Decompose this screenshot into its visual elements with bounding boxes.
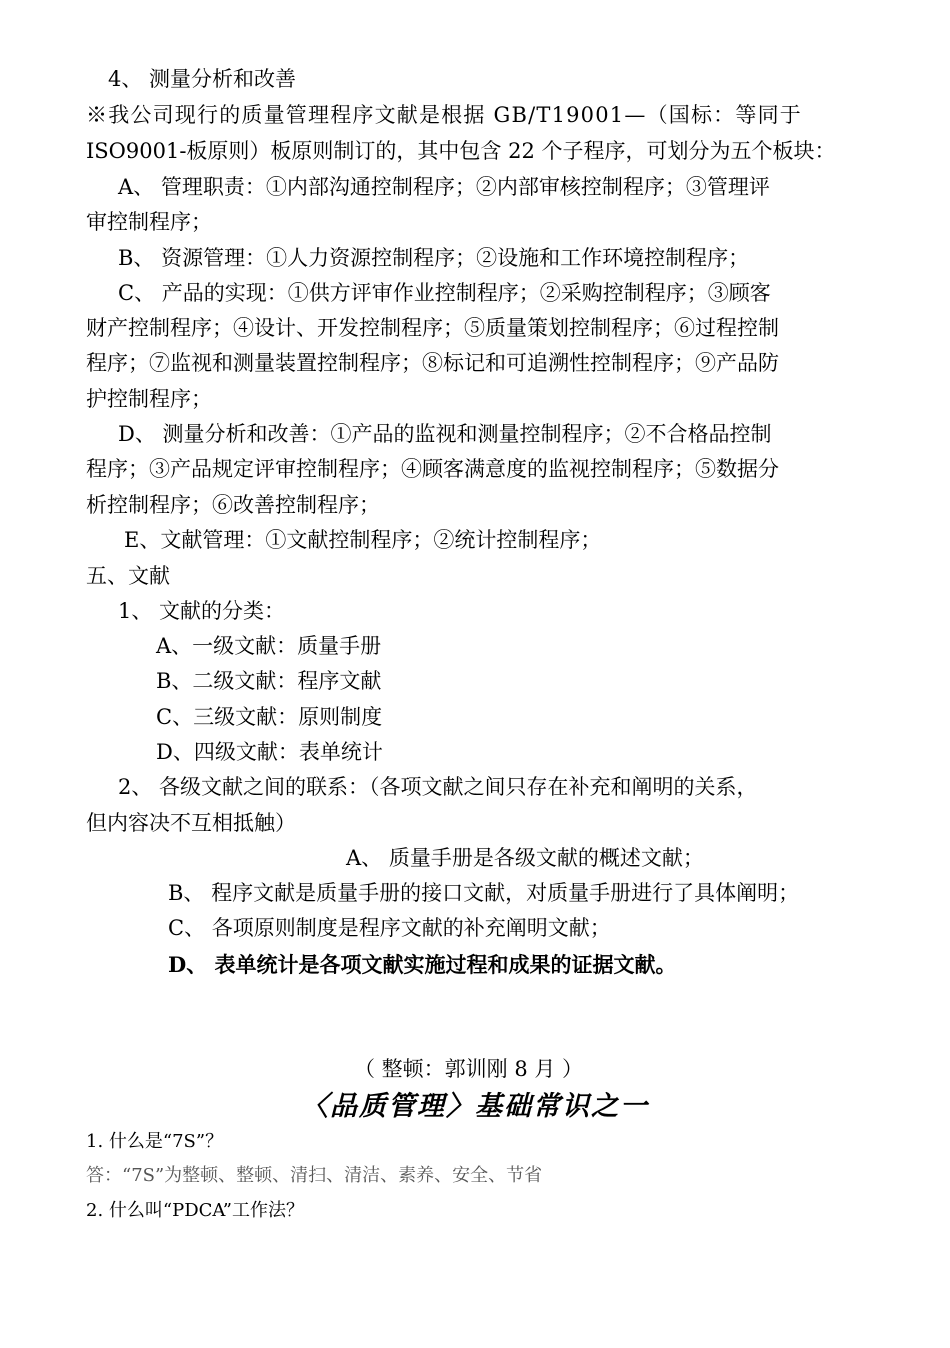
list-item-c: C、 产品的实现：①供方评审作业控制程序；②采购控制程序；③顾客 [118,281,771,305]
paragraph-line: 护控制程序； [86,387,212,411]
list-item: B、 程序文献是质量手册的接口文献，对质量手册进行了具体阐明； [168,881,800,905]
list-item-a: A、 管理职责：①内部沟通控制程序；②内部审核控制程序；③管理评 [118,175,770,199]
editor-credit: （ 整顿：郭训刚 8 月 ） [354,1057,584,1081]
list-item: B、二级文献：程序文献 [156,669,382,693]
paragraph-line: 财产控制程序；④设计、开发控制程序；⑤质量策划控制程序；⑥过程控制 [86,316,779,340]
page-title: 〈品质管理〉基础常识之一 [301,1091,649,1122]
paragraph-line: ※我公司现行的质量管理程序文献是根据 GB/T19001—（国标：等同于 [86,103,802,127]
list-item: C、 各项原则制度是程序文献的补充阐明文献； [168,916,611,940]
list-item: A、 质量手册是各级文献的概述文献； [346,846,704,870]
question-2: 2. 什么叫“PDCA”工作法？ [86,1200,304,1221]
question-1: 1. 什么是“7S”？ [86,1131,224,1152]
subsection-heading: 1、 文献的分类： [118,599,286,623]
subsection-heading: 2、 各级文献之间的联系：（各项文献之间只存在补充和阐明的关系， [118,775,758,799]
paragraph-line: 但内容决不互相抵触） [86,811,296,835]
section-heading-documents: 五、文献 [86,564,170,588]
list-item-b: B、 资源管理：①人力资源控制程序；②设施和工作环境控制程序； [118,246,750,270]
list-item: D、四级文献：表单统计 [156,740,383,764]
list-item: C、三级文献：原则制度 [156,705,383,729]
list-item-e: E、文献管理：①文献控制程序；②统计控制程序； [124,528,602,552]
list-item-d: D、 测量分析和改善：①产品的监视和测量控制程序；②不合格品控制 [118,422,772,446]
paragraph-line: ISO9001-板原则）板原则制订的，其中包含 22 个子程序，可划分为五个板块： [86,139,836,163]
list-item: A、一级文献：质量手册 [156,634,382,658]
paragraph-line: 程序；⑦监视和测量装置控制程序；⑧标记和可追溯性控制程序；⑨产品防 [86,351,779,375]
answer-1: 答：“7S”为整顿、整顿、清扫、清洁、素养、安全、节省 [86,1165,543,1186]
paragraph-line: 程序；③产品规定评审控制程序；④顾客满意度的监视控制程序；⑤数据分 [86,457,779,481]
paragraph-line: 析控制程序；⑥改善控制程序； [86,493,380,517]
paragraph-line: 审控制程序； [86,210,212,234]
section-heading-measurement: 4、 测量分析和改善 [108,67,297,91]
list-item-bold: D、 表单统计是各项文献实施过程和成果的证据文献。 [168,952,677,977]
